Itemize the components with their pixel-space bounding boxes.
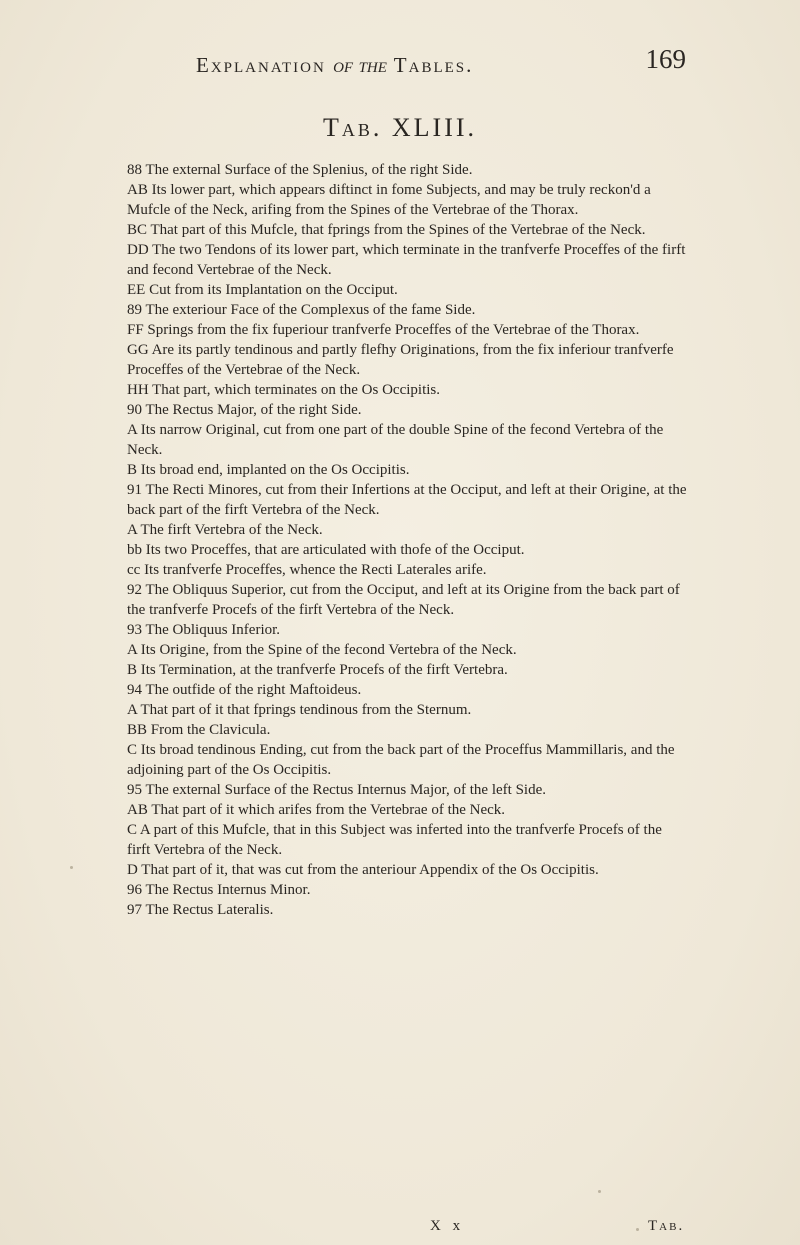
entry-96: 96 The Rectus Internus Minor. (127, 882, 311, 898)
entry-bc: BC That part of this Mufcle, that fprings from the Spines of the Vertebrae of the Neck. (127, 222, 646, 238)
entry-91: 91 The Recti Minores, cut from their Infertions at the Occiput, and left at their Origine, at the back part of the firft Vertebra of the Neck. (127, 482, 687, 518)
entry-93-a: A Its Origine, from the Spine of the fecond Vertebra of the Neck. (127, 642, 517, 658)
entry-91-cc: cc Its tranfverfe Proceffes, whence the Recti Laterales arife. (127, 562, 487, 578)
entry-93: 93 The Obliquus Inferior. (127, 622, 281, 638)
paper-speck (636, 1228, 639, 1231)
entry-ab: AB Its lower part, which appears diftinct in fome Subjects, and may be truly reckon'd a Mufcle of the Neck, arifing from the Spines of the Vertebrae of the Thorax. (127, 182, 651, 218)
entry-90-b: B Its broad end, implanted on the Os Occipitis. (127, 462, 410, 478)
entry-97: 97 The Rectus Lateralis. (127, 902, 274, 918)
entry-ff: FF Springs from the fix fuperiour tranfverfe Proceffes of the Vertebrae of the Thorax. (127, 322, 640, 338)
entry-90-a: A Its narrow Original, cut from one part of the double Spine of the fecond Vertebra of the Neck. (127, 422, 664, 458)
entry-gg: GG Are its partly tendinous and partly flefhy Originations, from the fix inferiour tranfverfe Proceffes of the Vertebrae of the Neck. (127, 342, 674, 378)
entry-95-d: D That part of it, that was cut from the anteriour Appendix of the Os Occipitis. (127, 862, 599, 878)
entry-89: 89 The exteriour Face of the Complexus of the fame Side. (127, 302, 476, 318)
page-number: 169 (645, 44, 686, 74)
entry-94-a: A That part of it that fprings tendinous from the Sternum. (127, 702, 472, 718)
entry-94-c: C Its broad tendinous Ending, cut from the back part of the Proceffus Mammillaris, and the adjoining part of the Os Occipitis. (127, 742, 675, 778)
entry-95: 95 The external Surface of the Rectus Internus Major, of the left Side. (127, 782, 546, 798)
entry-94: 94 The outfide of the right Maftoideus. (127, 682, 362, 698)
running-header (196, 44, 696, 92)
entry-95-ab: AB That part of it which arifes from the Vertebrae of the Neck. (127, 802, 506, 818)
table-title: Tab. XLIII. (322, 113, 478, 142)
entry-91-a: A The firft Vertebra of the Neck. (127, 522, 323, 538)
entry-95-c: C A part of this Mufcle, that in this Subject was inferted into the tranfverfe Procefs of the firft Vertebra of the Neck. (127, 822, 662, 858)
entry-dd: DD The two Tendons of its lower part, which terminate in the tranfverfe Proceffes of the firft and fecond Vertebrae of the Neck. (127, 242, 686, 278)
entry-88: 88 The external Surface of the Splenius, of the right Side. (127, 162, 473, 178)
paper-speck (70, 866, 73, 869)
running-title: Explanation of the Tables. (196, 52, 474, 77)
explanation-body (127, 160, 687, 920)
entry-94-bb: BB From the Clavicula. (127, 722, 271, 738)
entry-hh: HH That part, which terminates on the Os Occipitis. (127, 382, 440, 398)
signature-mark: X x (430, 1218, 465, 1234)
catchword: Tab. (648, 1218, 685, 1234)
entry-92: 92 The Obliquus Superior, cut from the Occiput, and left at its Origine from the back part of the tranfverfe Procefs of the firft Vertebra of the Neck. (127, 582, 680, 618)
entry-ee: EE Cut from its Implantation on the Occiput. (127, 282, 398, 298)
paper-speck (598, 1190, 601, 1193)
entry-93-b: B Its Termination, at the tranfverfe Procefs of the firft Vertebra. (127, 662, 508, 678)
entry-90: 90 The Rectus Major, of the right Side. (127, 402, 362, 418)
entry-91-bb: bb Its two Proceffes, that are articulated with thofe of the Occiput. (127, 542, 525, 558)
